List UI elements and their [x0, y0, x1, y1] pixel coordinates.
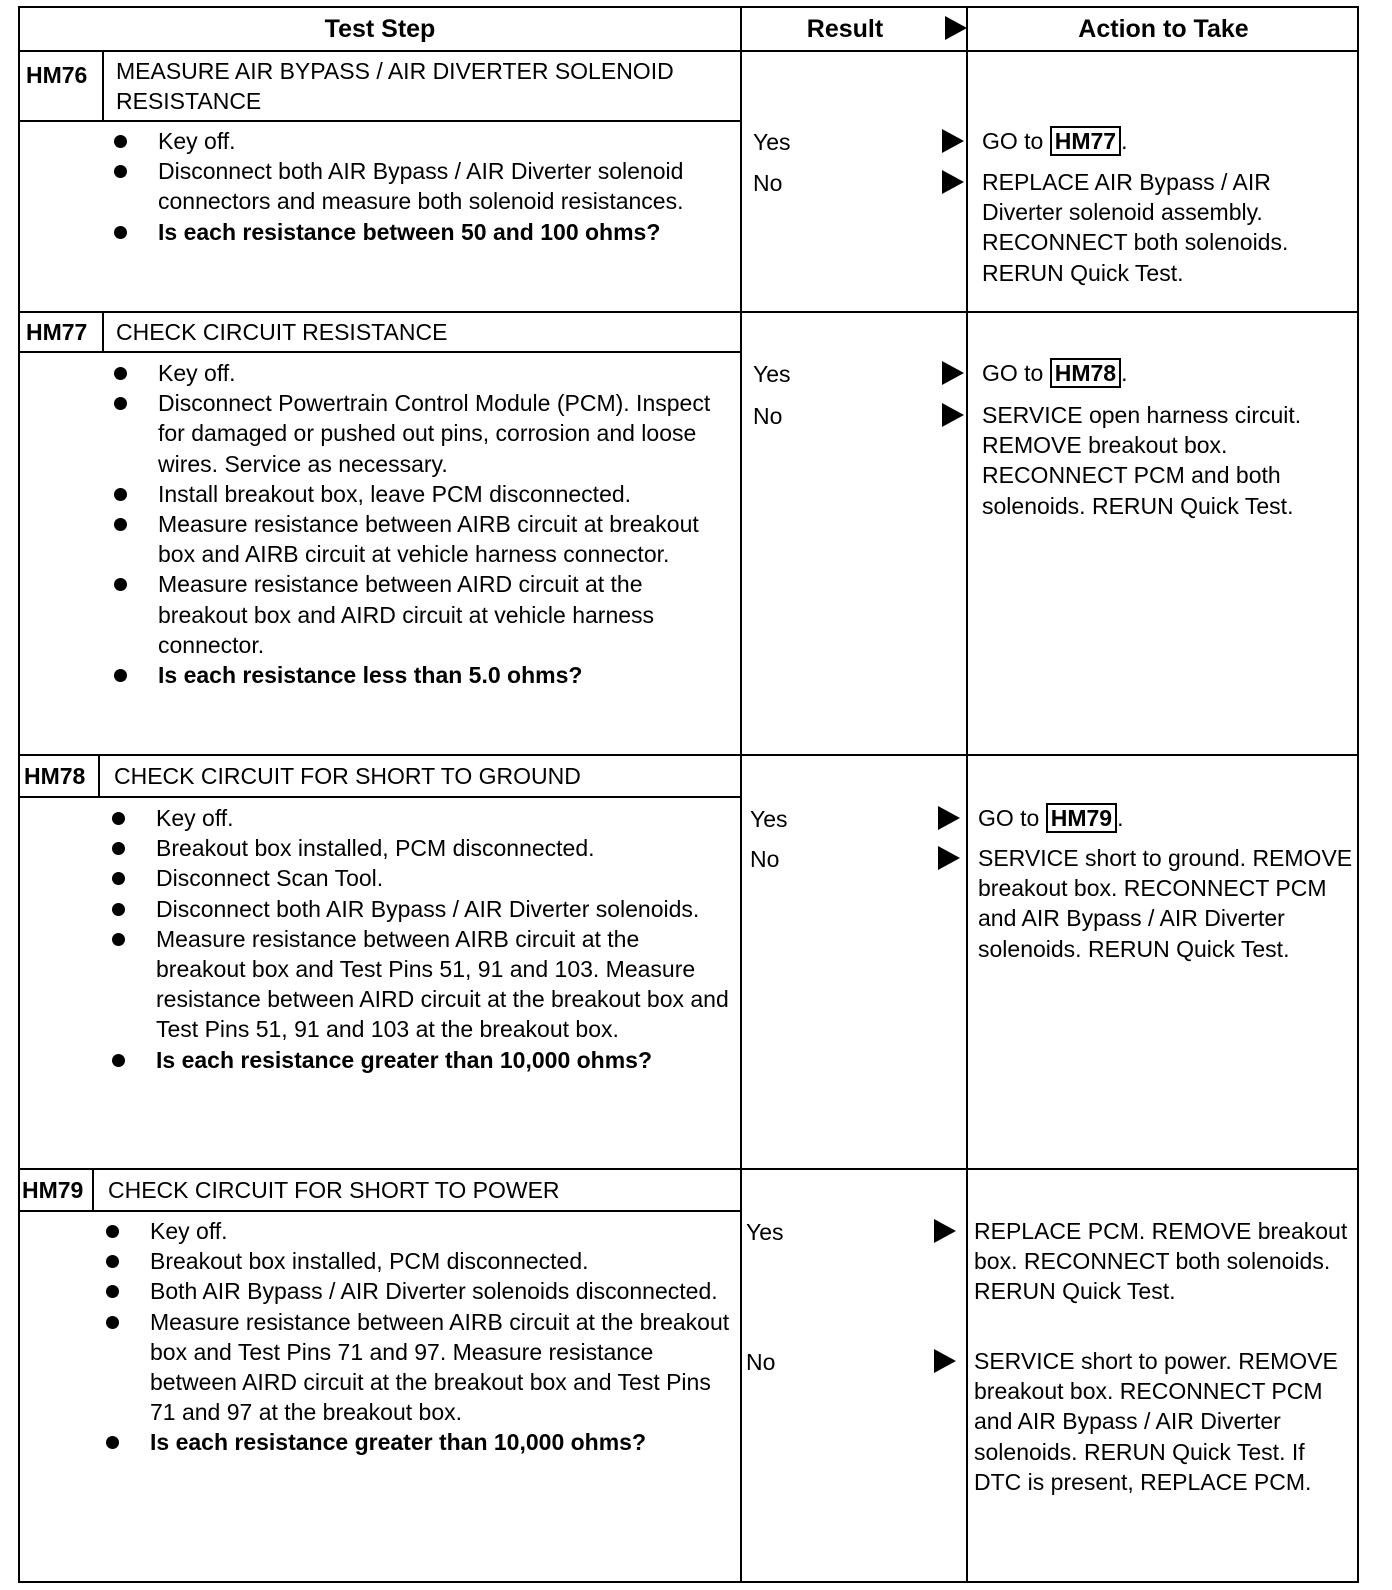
- procedure-item: Breakout box installed, PCM disconnected.: [106, 1246, 734, 1276]
- result-no: No: [750, 846, 780, 872]
- action-no: SERVICE open harness circuit. REMOVE breakout box. RECONNECT PCM and both solenoids. RERUN Quick Test.: [982, 402, 1302, 519]
- procedure-item: Measure resistance between AIRD circuit at the breakout box and AIRD circuit at vehicle harness connector.: [114, 569, 734, 660]
- title-divider: [20, 796, 740, 798]
- step-procedure: [106, 1216, 734, 1458]
- step-title: CHECK CIRCUIT FOR SHORT TO GROUND: [114, 763, 581, 789]
- step-code: HM77: [26, 319, 88, 345]
- step-procedure: [114, 126, 734, 247]
- procedure-item: Measure resistance between AIRB circuit at the breakout box and Test Pins 71 and 97. Measure resistance between AIRD circuit at the breakout box and Test Pins 71 and 97 at the breakout box.: [106, 1307, 734, 1428]
- result-yes: Yes: [753, 361, 791, 387]
- procedure-item: Key off.: [114, 126, 734, 156]
- procedure-item: Disconnect Scan Tool.: [112, 863, 734, 893]
- step-procedure: [114, 358, 734, 690]
- procedure-item: Measure resistance between AIRB circuit at the breakout box and Test Pins 51, 91 and 103. Measure resistance between AIRD circuit at the breakout box and Test Pins 51, 91 and 103 at the breakout box.: [112, 924, 734, 1045]
- header-result: Result: [806, 14, 884, 43]
- action-yes: GO to HM78 .: [982, 360, 1128, 386]
- step-procedure: [112, 803, 734, 1075]
- arrow-right-icon: [942, 170, 964, 194]
- step-code: HM76: [26, 62, 88, 88]
- step-code: HM79: [22, 1177, 84, 1203]
- result-no: No: [753, 170, 783, 196]
- code-divider: [98, 754, 100, 796]
- arrow-right-icon: [942, 129, 964, 153]
- diagnostic-test-table: [18, 6, 1359, 1583]
- arrow-right-icon: [934, 1219, 956, 1243]
- procedure-item: Key off.: [112, 803, 734, 833]
- action-yes: GO to HM79 .: [978, 805, 1124, 831]
- title-divider: [20, 351, 740, 353]
- action-yes: GO to HM77 .: [982, 128, 1128, 154]
- column-divider-action: [966, 8, 968, 1581]
- procedure-item: Key off.: [114, 358, 734, 388]
- procedure-question: Is each resistance greater than 10,000 ohms?: [106, 1427, 734, 1457]
- result-yes: Yes: [750, 806, 788, 832]
- step-title: MEASURE AIR BYPASS / AIR DIVERTER SOLENOID RESISTANCE: [116, 58, 674, 114]
- step-ref: HM79: [1046, 803, 1117, 833]
- step-code: HM78: [24, 763, 86, 789]
- header-divider: [20, 50, 1357, 52]
- procedure-question: Is each resistance less than 5.0 ohms?: [114, 660, 734, 690]
- procedure-item: Key off.: [106, 1216, 734, 1246]
- arrow-right-icon: [938, 846, 960, 870]
- procedure-item: Disconnect both AIR Bypass / AIR Diverter solenoids.: [112, 894, 734, 924]
- title-divider: [20, 1210, 740, 1212]
- step-title: CHECK CIRCUIT RESISTANCE: [116, 319, 448, 345]
- action-no: SERVICE short to power. REMOVE breakout box. RECONNECT PCM and AIR Bypass / AIR Diverter solenoids. RERUN Quick Test. If DTC is present, REPLACE PCM.: [974, 1348, 1338, 1495]
- row-divider: [20, 1168, 1357, 1170]
- step-ref: HM77: [1050, 126, 1121, 156]
- header-test-step: Test Step: [324, 14, 436, 43]
- procedure-item: Disconnect both AIR Bypass / AIR Diverter solenoid connectors and measure both solenoid resistances.: [114, 156, 734, 216]
- procedure-item: Measure resistance between AIRB circuit at breakout box and AIRB circuit at vehicle harness connector.: [114, 509, 734, 569]
- action-no: REPLACE AIR Bypass / AIR Diverter solenoid assembly. RECONNECT both solenoids. RERUN Quick Test.: [982, 169, 1289, 286]
- code-divider: [102, 311, 104, 353]
- result-yes: Yes: [746, 1219, 784, 1245]
- action-no: SERVICE short to ground. REMOVE breakout box. RECONNECT PCM and AIR Bypass / AIR Diverter solenoids. RERUN Quick Test.: [978, 845, 1353, 962]
- code-divider: [102, 50, 104, 122]
- code-divider: [92, 1168, 94, 1210]
- arrow-right-icon: [934, 1349, 956, 1373]
- procedure-question: Is each resistance between 50 and 100 ohms?: [114, 217, 734, 247]
- procedure-item: Disconnect Powertrain Control Module (PCM). Inspect for damaged or pushed out pins, corrosion and loose wires. Service as necessary.: [114, 388, 734, 479]
- step-ref: HM78: [1050, 358, 1121, 388]
- procedure-item: Install breakout box, leave PCM disconnected.: [114, 479, 734, 509]
- procedure-item: Breakout box installed, PCM disconnected.: [112, 833, 734, 863]
- row-divider: [20, 311, 1357, 313]
- header-arrow-icon: [945, 16, 967, 40]
- arrow-right-icon: [942, 403, 964, 427]
- result-yes: Yes: [753, 129, 791, 155]
- result-no: No: [753, 403, 783, 429]
- action-yes: REPLACE PCM. REMOVE breakout box. RECONNECT both solenoids. RERUN Quick Test.: [974, 1218, 1348, 1305]
- result-no: No: [746, 1349, 776, 1375]
- row-divider: [20, 754, 1357, 756]
- arrow-right-icon: [942, 361, 964, 385]
- column-divider-result: [740, 8, 742, 1581]
- step-title: CHECK CIRCUIT FOR SHORT TO POWER: [108, 1177, 560, 1203]
- procedure-question: Is each resistance greater than 10,000 ohms?: [112, 1045, 734, 1075]
- title-divider: [20, 120, 740, 122]
- arrow-right-icon: [938, 806, 960, 830]
- header-action: Action to Take: [1078, 14, 1249, 43]
- procedure-item: Both AIR Bypass / AIR Diverter solenoids disconnected.: [106, 1276, 734, 1306]
